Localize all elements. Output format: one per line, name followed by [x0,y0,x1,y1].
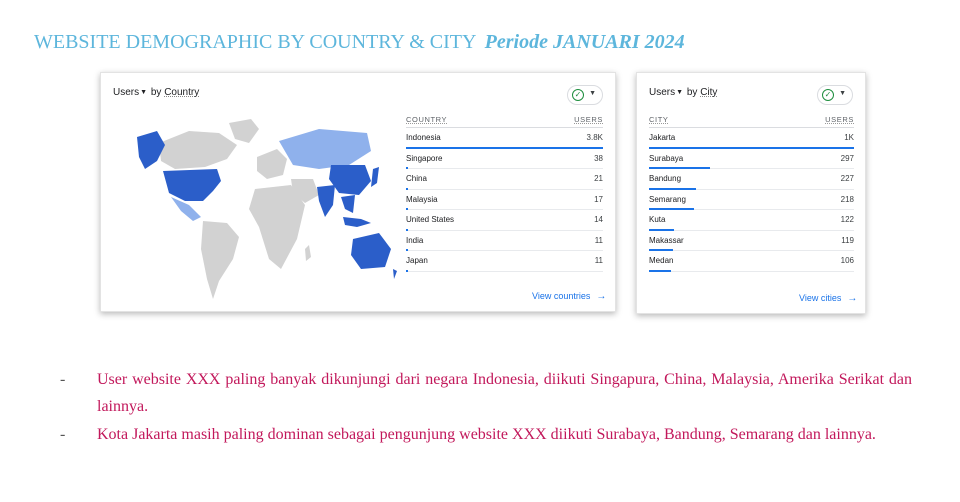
map-russia [279,129,371,169]
arrow-right-icon: → [596,291,607,302]
country-users-value: 21 [594,174,603,183]
metric-selector[interactable]: Users [113,87,140,98]
country-users-value: 11 [594,235,603,245]
city-card-header[interactable] [649,87,717,98]
country-name: India [406,235,424,245]
city-users-value: 297 [840,153,854,163]
country-share-bar [406,270,408,272]
country-name: Indonesia [406,133,441,142]
city-row[interactable] [649,169,854,190]
country-table [406,113,603,272]
map-australia[interactable] [351,233,391,269]
city-row[interactable] [649,128,854,149]
country-name: Japan [406,256,428,265]
map-indonesia[interactable] [343,217,371,227]
bullet-dash: - [60,371,66,388]
dimension-selector[interactable]: Country [164,87,200,98]
notes-list [60,366,912,449]
metric-selector[interactable]: Users [649,87,676,98]
country-row[interactable] [406,251,603,272]
note-text: User website XXX paling banyak dikunjungi dari negara Indonesia, diikuti Singapura, China, Malaysia, Amerika Serikat dan lainnya. [97,371,912,415]
country-users-value: 38 [594,153,603,163]
city-card [636,72,866,314]
metric-caret-icon: ▼ [676,89,684,96]
comparison-pill[interactable] [567,85,603,105]
col-city[interactable]: CITY [649,115,669,124]
country-table-header [406,113,603,128]
country-card [100,72,616,312]
map-southeast-asia [341,195,355,213]
map-africa [249,185,305,269]
city-name: Semarang [649,194,686,204]
dimension-selector[interactable]: City [700,87,718,98]
country-row[interactable] [406,169,603,190]
city-name: Kuta [649,215,666,224]
country-card-header[interactable] [113,87,199,98]
country-row[interactable] [406,149,603,170]
country-row[interactable] [406,190,603,211]
city-name: Jakarta [649,133,676,142]
chevron-down-icon: ▼ [839,90,846,97]
map-usa[interactable] [163,169,221,201]
note-item [60,421,912,448]
city-users-value: 122 [840,215,854,224]
city-users-value: 218 [840,194,854,204]
col-users[interactable]: USERS [574,115,603,124]
country-row[interactable] [406,210,603,231]
col-country[interactable]: COUNTRY [406,115,448,124]
metric-caret-icon: ▼ [140,89,148,96]
country-name: United States [406,215,455,224]
country-users-value: 3.8K [586,133,603,142]
map-china[interactable] [329,165,371,195]
check-circle-icon: ✓ [822,89,834,101]
city-row[interactable] [649,149,854,170]
map-alaska [137,131,165,169]
title-period: Periode JANUARI 2024 [484,31,685,53]
country-users-value: 17 [594,194,603,204]
country-name: Malaysia [406,194,438,204]
chevron-down-icon: ▼ [589,90,596,97]
city-row[interactable] [649,251,854,272]
col-users[interactable]: USERS [825,115,854,124]
view-cities-link[interactable] [799,293,857,304]
view-countries-link[interactable] [532,291,606,302]
map-south-america [201,221,239,299]
note-item [60,366,912,420]
map-greenland [229,119,259,143]
city-table [649,113,854,272]
bullet-dash: - [60,426,66,443]
map-europe [257,149,287,179]
map-madagascar [305,245,311,261]
map-japan[interactable] [371,167,379,187]
view-cities-label: View cities [799,293,842,303]
country-rows [406,128,603,272]
title-main: WEBSITE DEMOGRAPHIC BY COUNTRY & CITY [34,31,476,53]
city-share-bar [649,270,671,272]
view-countries-label: View countries [532,291,591,301]
comparison-pill[interactable] [817,85,853,105]
city-name: Medan [649,256,674,265]
arrow-right-icon: → [847,293,858,304]
city-name: Bandung [649,174,682,183]
city-name: Makassar [649,235,684,245]
header-by: by [150,87,162,98]
city-rows [649,128,854,272]
world-map[interactable] [109,109,399,309]
country-row[interactable] [406,128,603,149]
check-circle-icon: ✓ [572,89,584,101]
map-canada [159,131,237,169]
country-users-value: 14 [594,215,603,224]
city-users-value: 1K [844,133,854,142]
city-row[interactable] [649,190,854,211]
country-name: Singapore [406,153,443,163]
country-users-value: 11 [594,256,603,265]
city-users-value: 106 [840,256,854,265]
page-title [34,31,685,54]
map-new-zealand [393,269,397,279]
country-name: China [406,174,427,183]
city-row[interactable] [649,210,854,231]
city-users-value: 119 [841,235,854,245]
note-text: Kota Jakarta masih paling dominan sebagai pengunjung website XXX diikuti Surabaya, Bandung, Semarang dan lainnya. [97,426,876,443]
city-table-header [649,113,854,128]
city-row[interactable] [649,231,854,252]
header-by: by [686,87,698,98]
country-row[interactable] [406,231,603,252]
city-name: Surabaya [649,153,684,163]
map-india[interactable] [317,185,335,217]
city-users-value: 227 [840,174,854,183]
